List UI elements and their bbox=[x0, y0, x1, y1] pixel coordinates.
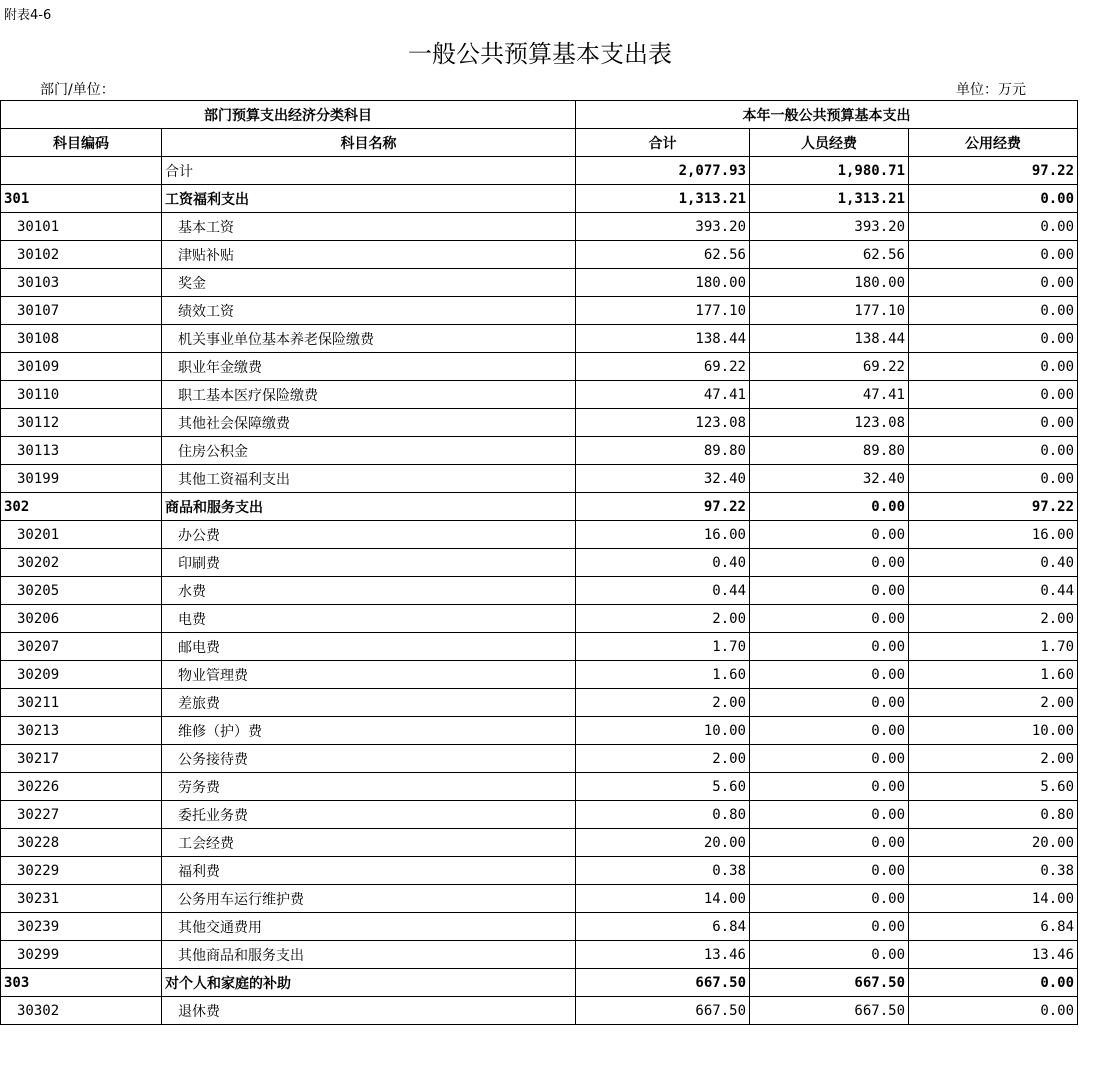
row-personnel: 0.00 bbox=[750, 577, 909, 605]
row-name: 基本工资 bbox=[162, 213, 576, 241]
row-total: 13.46 bbox=[576, 941, 750, 969]
row-code: 30209 bbox=[1, 661, 162, 689]
table-row bbox=[1, 829, 1078, 857]
row-code: 30213 bbox=[1, 717, 162, 745]
row-total: 2.00 bbox=[576, 745, 750, 773]
row-code: 301 bbox=[1, 185, 162, 213]
row-personnel: 0.00 bbox=[750, 801, 909, 829]
row-personnel: 0.00 bbox=[750, 829, 909, 857]
header-column-row bbox=[1, 129, 1078, 157]
row-code: 30110 bbox=[1, 381, 162, 409]
row-personnel: 47.41 bbox=[750, 381, 909, 409]
row-code: 30113 bbox=[1, 437, 162, 465]
row-code: 302 bbox=[1, 493, 162, 521]
table-row bbox=[1, 605, 1078, 633]
row-total: 138.44 bbox=[576, 325, 750, 353]
row-name: 津贴补贴 bbox=[162, 241, 576, 269]
row-public: 0.00 bbox=[909, 241, 1078, 269]
row-public: 13.46 bbox=[909, 941, 1078, 969]
table-row bbox=[1, 437, 1078, 465]
row-public: 10.00 bbox=[909, 717, 1078, 745]
table-row bbox=[1, 521, 1078, 549]
table-row bbox=[1, 325, 1078, 353]
row-code: 30201 bbox=[1, 521, 162, 549]
header-personnel: 人员经费 bbox=[750, 129, 909, 157]
row-code: 303 bbox=[1, 969, 162, 997]
row-total: 69.22 bbox=[576, 353, 750, 381]
row-name: 公务接待费 bbox=[162, 745, 576, 773]
row-personnel: 393.20 bbox=[750, 213, 909, 241]
row-total: 0.38 bbox=[576, 857, 750, 885]
row-name: 福利费 bbox=[162, 857, 576, 885]
header-total: 合计 bbox=[576, 129, 750, 157]
row-code: 30205 bbox=[1, 577, 162, 605]
row-total: 10.00 bbox=[576, 717, 750, 745]
row-public: 0.00 bbox=[909, 325, 1078, 353]
row-code: 30107 bbox=[1, 297, 162, 325]
table-row bbox=[1, 185, 1078, 213]
row-personnel: 0.00 bbox=[750, 661, 909, 689]
table-row bbox=[1, 577, 1078, 605]
row-name: 邮电费 bbox=[162, 633, 576, 661]
row-name: 其他交通费用 bbox=[162, 913, 576, 941]
row-public: 0.38 bbox=[909, 857, 1078, 885]
row-name: 工资福利支出 bbox=[162, 185, 576, 213]
row-personnel: 0.00 bbox=[750, 773, 909, 801]
row-code: 30211 bbox=[1, 689, 162, 717]
row-public: 0.00 bbox=[909, 269, 1078, 297]
header-name: 科目名称 bbox=[162, 129, 576, 157]
row-personnel: 0.00 bbox=[750, 605, 909, 633]
row-code: 30112 bbox=[1, 409, 162, 437]
row-total: 89.80 bbox=[576, 437, 750, 465]
row-public: 20.00 bbox=[909, 829, 1078, 857]
row-public: 0.00 bbox=[909, 353, 1078, 381]
row-name: 公务用车运行维护费 bbox=[162, 885, 576, 913]
unit-label: 单位：万元 bbox=[956, 82, 1026, 98]
row-public: 6.84 bbox=[909, 913, 1078, 941]
row-personnel: 0.00 bbox=[750, 717, 909, 745]
row-public: 0.00 bbox=[909, 409, 1078, 437]
row-total: 97.22 bbox=[576, 493, 750, 521]
row-total: 177.10 bbox=[576, 297, 750, 325]
table-row bbox=[1, 157, 1078, 185]
row-total: 180.00 bbox=[576, 269, 750, 297]
row-total: 47.41 bbox=[576, 381, 750, 409]
row-public: 5.60 bbox=[909, 773, 1078, 801]
row-personnel: 0.00 bbox=[750, 941, 909, 969]
row-personnel: 62.56 bbox=[750, 241, 909, 269]
row-public: 0.00 bbox=[909, 381, 1078, 409]
row-public: 2.00 bbox=[909, 689, 1078, 717]
row-public: 1.60 bbox=[909, 661, 1078, 689]
row-name: 差旅费 bbox=[162, 689, 576, 717]
row-name: 其他社会保障缴费 bbox=[162, 409, 576, 437]
row-code: 30302 bbox=[1, 997, 162, 1025]
row-total: 2.00 bbox=[576, 605, 750, 633]
row-total: 32.40 bbox=[576, 465, 750, 493]
row-name: 物业管理费 bbox=[162, 661, 576, 689]
row-total: 5.60 bbox=[576, 773, 750, 801]
row-personnel: 0.00 bbox=[750, 521, 909, 549]
header-basic-expenditure: 本年一般公共预算基本支出 bbox=[576, 101, 1078, 129]
row-public: 97.22 bbox=[909, 157, 1078, 185]
row-total: 16.00 bbox=[576, 521, 750, 549]
row-name: 工会经费 bbox=[162, 829, 576, 857]
row-personnel: 138.44 bbox=[750, 325, 909, 353]
table-row bbox=[1, 353, 1078, 381]
row-public: 97.22 bbox=[909, 493, 1078, 521]
row-total: 2,077.93 bbox=[576, 157, 750, 185]
row-name: 维修（护）费 bbox=[162, 717, 576, 745]
row-total: 0.44 bbox=[576, 577, 750, 605]
table-row bbox=[1, 409, 1078, 437]
row-personnel: 0.00 bbox=[750, 857, 909, 885]
row-name: 合计 bbox=[162, 157, 576, 185]
department-label: 部门/单位： bbox=[40, 82, 115, 98]
row-personnel: 667.50 bbox=[750, 997, 909, 1025]
budget-table bbox=[0, 100, 1078, 1025]
row-total: 667.50 bbox=[576, 997, 750, 1025]
row-total: 62.56 bbox=[576, 241, 750, 269]
row-public: 0.00 bbox=[909, 465, 1078, 493]
row-code: 30226 bbox=[1, 773, 162, 801]
row-code: 30103 bbox=[1, 269, 162, 297]
row-total: 14.00 bbox=[576, 885, 750, 913]
row-public: 0.80 bbox=[909, 801, 1078, 829]
header-group-row bbox=[1, 101, 1078, 129]
row-personnel: 177.10 bbox=[750, 297, 909, 325]
table-row bbox=[1, 493, 1078, 521]
row-code bbox=[1, 157, 162, 185]
row-code: 30227 bbox=[1, 801, 162, 829]
row-public: 0.00 bbox=[909, 213, 1078, 241]
row-name: 印刷费 bbox=[162, 549, 576, 577]
row-name: 商品和服务支出 bbox=[162, 493, 576, 521]
row-public: 0.00 bbox=[909, 969, 1078, 997]
row-personnel: 1,980.71 bbox=[750, 157, 909, 185]
row-name: 奖金 bbox=[162, 269, 576, 297]
table-row bbox=[1, 885, 1078, 913]
header-economic-classification: 部门预算支出经济分类科目 bbox=[1, 101, 576, 129]
row-name: 职业年金缴费 bbox=[162, 353, 576, 381]
table-row bbox=[1, 717, 1078, 745]
table-row bbox=[1, 549, 1078, 577]
table-row bbox=[1, 633, 1078, 661]
row-personnel: 123.08 bbox=[750, 409, 909, 437]
row-personnel: 0.00 bbox=[750, 689, 909, 717]
table-row bbox=[1, 241, 1078, 269]
table-row bbox=[1, 297, 1078, 325]
row-personnel: 180.00 bbox=[750, 269, 909, 297]
row-personnel: 667.50 bbox=[750, 969, 909, 997]
row-total: 0.80 bbox=[576, 801, 750, 829]
row-total: 1.60 bbox=[576, 661, 750, 689]
row-code: 30299 bbox=[1, 941, 162, 969]
row-total: 6.84 bbox=[576, 913, 750, 941]
row-personnel: 89.80 bbox=[750, 437, 909, 465]
row-code: 30228 bbox=[1, 829, 162, 857]
row-public: 0.00 bbox=[909, 297, 1078, 325]
row-code: 30206 bbox=[1, 605, 162, 633]
row-name: 劳务费 bbox=[162, 773, 576, 801]
row-code: 30207 bbox=[1, 633, 162, 661]
header-code: 科目编码 bbox=[1, 129, 162, 157]
row-total: 123.08 bbox=[576, 409, 750, 437]
row-personnel: 0.00 bbox=[750, 913, 909, 941]
row-public: 1.70 bbox=[909, 633, 1078, 661]
row-name: 退休费 bbox=[162, 997, 576, 1025]
table-row bbox=[1, 213, 1078, 241]
row-public: 0.00 bbox=[909, 997, 1078, 1025]
row-total: 2.00 bbox=[576, 689, 750, 717]
row-personnel: 0.00 bbox=[750, 633, 909, 661]
row-name: 其他商品和服务支出 bbox=[162, 941, 576, 969]
row-public: 0.44 bbox=[909, 577, 1078, 605]
row-public: 2.00 bbox=[909, 745, 1078, 773]
page-title: 一般公共预算基本支出表 bbox=[408, 40, 672, 68]
row-code: 30101 bbox=[1, 213, 162, 241]
table-row bbox=[1, 997, 1078, 1025]
row-name: 委托业务费 bbox=[162, 801, 576, 829]
row-code: 30202 bbox=[1, 549, 162, 577]
header-public: 公用经费 bbox=[909, 129, 1078, 157]
row-code: 30109 bbox=[1, 353, 162, 381]
row-total: 20.00 bbox=[576, 829, 750, 857]
row-name: 绩效工资 bbox=[162, 297, 576, 325]
table-row bbox=[1, 801, 1078, 829]
row-personnel: 0.00 bbox=[750, 745, 909, 773]
row-name: 电费 bbox=[162, 605, 576, 633]
row-name: 机关事业单位基本养老保险缴费 bbox=[162, 325, 576, 353]
row-personnel: 1,313.21 bbox=[750, 185, 909, 213]
row-name: 水费 bbox=[162, 577, 576, 605]
row-total: 1.70 bbox=[576, 633, 750, 661]
row-personnel: 32.40 bbox=[750, 465, 909, 493]
table-row bbox=[1, 689, 1078, 717]
row-total: 0.40 bbox=[576, 549, 750, 577]
row-public: 0.00 bbox=[909, 437, 1078, 465]
row-public: 0.00 bbox=[909, 185, 1078, 213]
row-name: 住房公积金 bbox=[162, 437, 576, 465]
row-code: 30231 bbox=[1, 885, 162, 913]
row-personnel: 69.22 bbox=[750, 353, 909, 381]
row-code: 30217 bbox=[1, 745, 162, 773]
table-row bbox=[1, 661, 1078, 689]
row-personnel: 0.00 bbox=[750, 549, 909, 577]
table-row bbox=[1, 269, 1078, 297]
row-code: 30102 bbox=[1, 241, 162, 269]
row-name: 其他工资福利支出 bbox=[162, 465, 576, 493]
row-total: 1,313.21 bbox=[576, 185, 750, 213]
row-personnel: 0.00 bbox=[750, 885, 909, 913]
row-personnel: 0.00 bbox=[750, 493, 909, 521]
row-public: 14.00 bbox=[909, 885, 1078, 913]
attachment-label: 附表4-6 bbox=[4, 8, 52, 23]
row-code: 30229 bbox=[1, 857, 162, 885]
row-total: 667.50 bbox=[576, 969, 750, 997]
row-name: 对个人和家庭的补助 bbox=[162, 969, 576, 997]
table-row bbox=[1, 913, 1078, 941]
table-row bbox=[1, 941, 1078, 969]
row-code: 30199 bbox=[1, 465, 162, 493]
table-row bbox=[1, 381, 1078, 409]
row-code: 30239 bbox=[1, 913, 162, 941]
table-row bbox=[1, 857, 1078, 885]
row-public: 0.40 bbox=[909, 549, 1078, 577]
row-total: 393.20 bbox=[576, 213, 750, 241]
table-row bbox=[1, 745, 1078, 773]
row-name: 职工基本医疗保险缴费 bbox=[162, 381, 576, 409]
table-row bbox=[1, 465, 1078, 493]
row-public: 16.00 bbox=[909, 521, 1078, 549]
row-public: 2.00 bbox=[909, 605, 1078, 633]
table-row bbox=[1, 773, 1078, 801]
table-row bbox=[1, 969, 1078, 997]
row-name: 办公费 bbox=[162, 521, 576, 549]
row-code: 30108 bbox=[1, 325, 162, 353]
